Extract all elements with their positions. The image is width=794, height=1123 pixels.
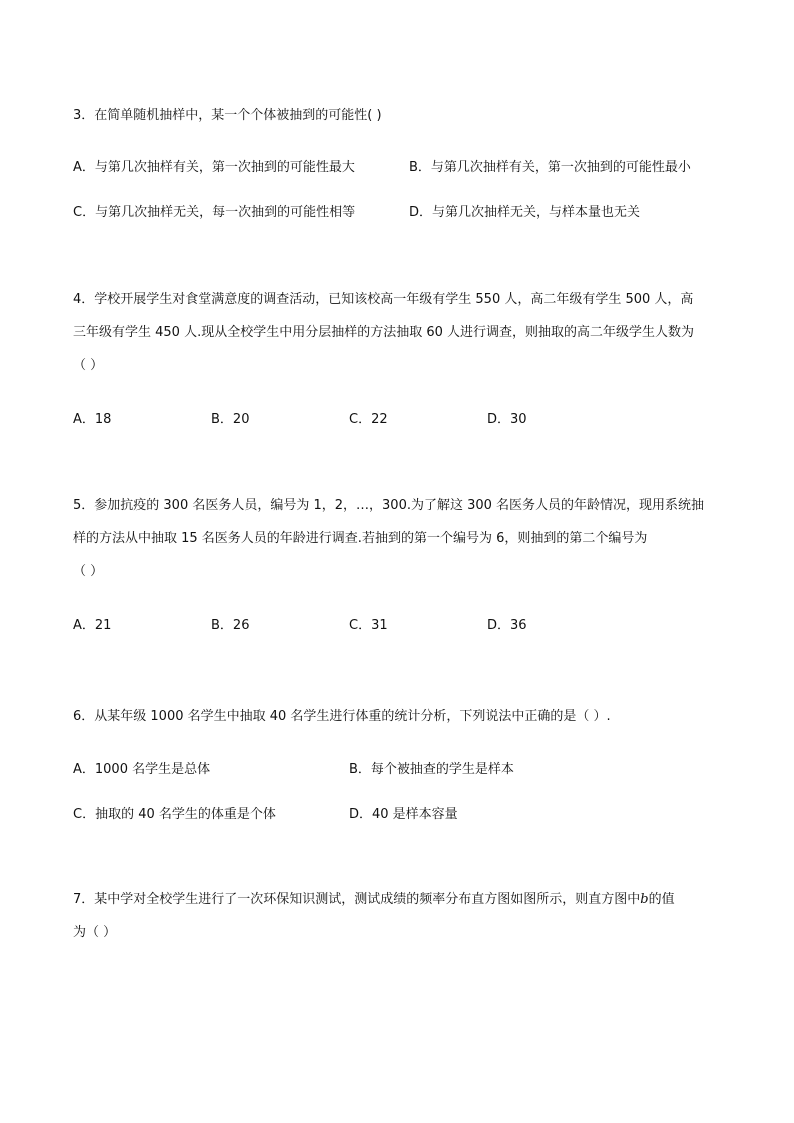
question-7-text-b: 的值	[648, 892, 675, 907]
question-5-line-1: 5．参加抗疫的 300 名医务人员，编号为 1，2，…，300.为了解这 300 名医务人员的年龄情况，现用系统抽	[73, 498, 705, 513]
option-c[interactable]: C．22	[349, 412, 388, 427]
question-4	[73, 283, 733, 382]
question-6-options	[73, 750, 733, 830]
option-b[interactable]: B．与第几次抽样有关，第一次抽到的可能性最小	[409, 160, 691, 175]
question-4-options	[73, 400, 733, 430]
question-3	[73, 99, 733, 132]
option-d[interactable]: D．36	[487, 618, 527, 633]
question-4-line-1: 4．学校开展学生对食堂满意度的调查活动，已知该校高一年级有学生 550 人，高二年级有学生 500 人，高	[73, 292, 694, 307]
option-c[interactable]: C．抽取的 40 名学生的体重是个体	[73, 807, 276, 822]
option-c[interactable]: C．31	[349, 618, 388, 633]
question-7	[73, 883, 733, 949]
question-4-line-2: 三年级有学生 450 人.现从全校学生中用分层抽样的方法抽取 60 人进行调查，则抽取的高二年级学生人数为	[73, 325, 695, 340]
option-c[interactable]: C．与第几次抽样无关，每一次抽到的可能性相等	[73, 205, 356, 220]
question-5	[73, 489, 733, 588]
variable-b: b	[640, 892, 649, 907]
question-7-line-2: 为（ ）	[73, 925, 117, 940]
option-b[interactable]: B．26	[211, 618, 250, 633]
option-d[interactable]: D．与第几次抽样无关，与样本量也无关	[409, 205, 641, 220]
option-d[interactable]: D．40 是样本容量	[349, 807, 458, 822]
option-b[interactable]: B．每个被抽查的学生是样本	[349, 762, 514, 777]
option-d[interactable]: D．30	[487, 412, 527, 427]
question-5-options	[73, 606, 733, 636]
question-4-line-3: （ ）	[73, 358, 104, 373]
question-6	[73, 700, 733, 733]
option-b[interactable]: B．20	[211, 412, 250, 427]
question-7-text-a: 7．某中学对全校学生进行了一次环保知识测试，测试成绩的频率分布直方图如图所示，则直方图中	[73, 892, 641, 907]
question-5-line-3: （ ）	[73, 564, 104, 579]
option-a[interactable]: A．与第几次抽样有关，第一次抽到的可能性最大	[73, 160, 355, 175]
question-3-options	[73, 148, 733, 228]
question-7-line-1	[73, 883, 733, 916]
option-a[interactable]: A．21	[73, 618, 112, 633]
option-a[interactable]: A．1000 名学生是总体	[73, 762, 211, 777]
option-a[interactable]: A．18	[73, 412, 112, 427]
question-6-stem: 6．从某年级 1000 名学生中抽取 40 名学生进行体重的统计分析，下列说法中正确的是（ ）.	[73, 709, 611, 724]
question-3-stem: 3．在简单随机抽样中，某一个个体被抽到的可能性( )	[73, 108, 382, 123]
question-5-line-2: 样的方法从中抽取 15 名医务人员的年龄进行调查.若抽到的第一个编号为 6，则抽到的第二个编号为	[73, 531, 648, 546]
